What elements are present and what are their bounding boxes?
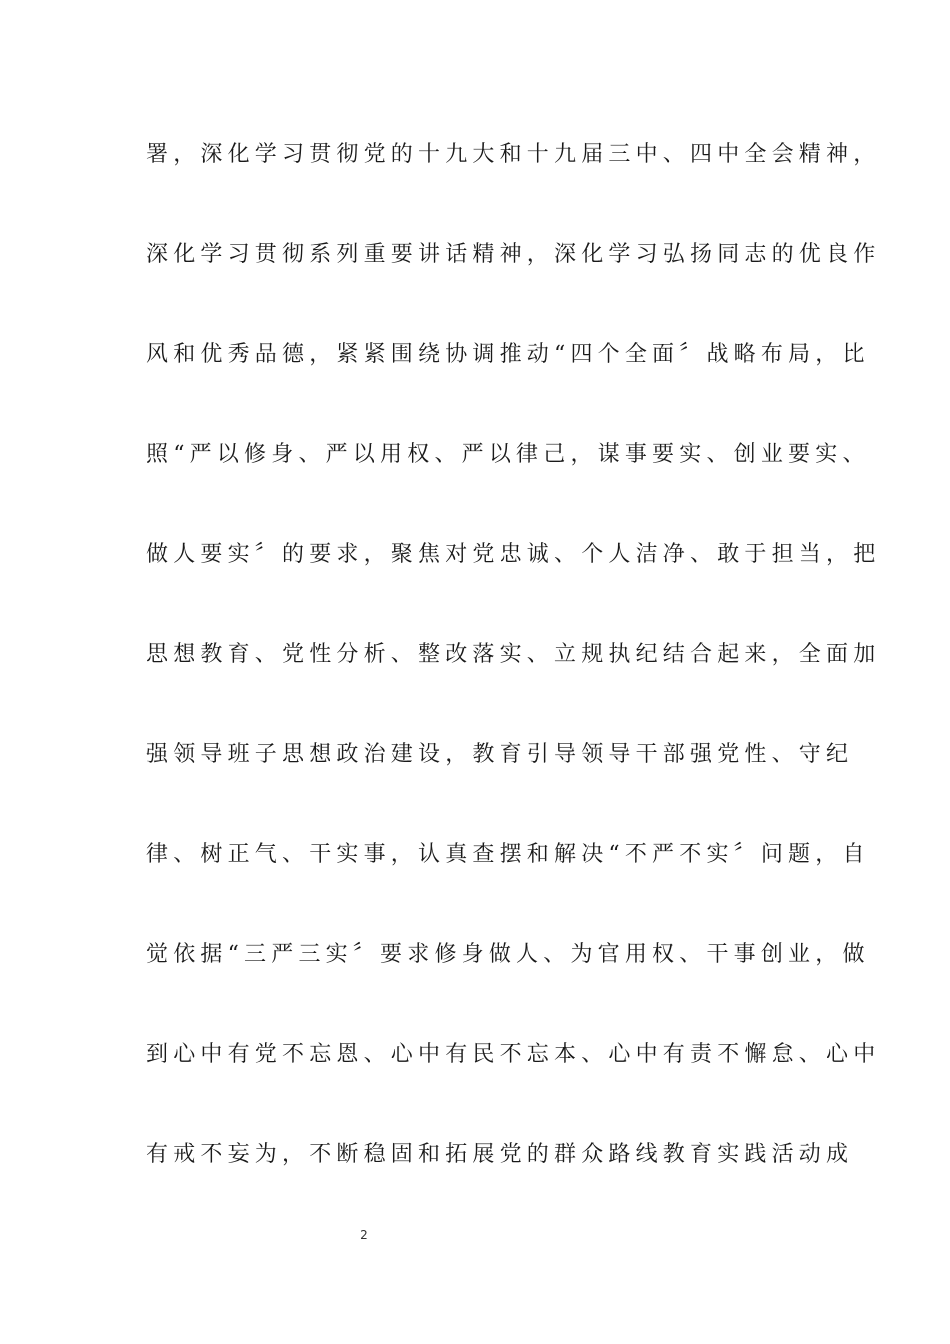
text-line: 风和优秀品德，紧紧围绕协调推动“四个全面〞战略布局，比 [146, 342, 870, 367]
text-line: 照“严以修身、严以用权、严以律己，谋事要实、创业要实、 [146, 442, 870, 467]
text-line: 有戒不妄为，不断稳固和拓展党的群众路线教育实践活动成 [146, 1142, 854, 1167]
text-line: 觉依据“三严三实〞要求修身做人、为官用权、干事创业，做 [146, 942, 870, 967]
page-number: 2 [360, 1228, 368, 1242]
text-line: 署，深化学习贯彻党的十九大和十九届三中、四中全会精神， [146, 142, 881, 167]
text-line: 律、树正气、干实事，认真查摆和解决“不严不实〞问题，自 [146, 842, 870, 867]
text-line: 做人要实〞的要求，聚焦对党忠诚、个人洁净、敢于担当，把 [146, 542, 881, 567]
text-line: 强领导班子思想政治建设，教育引导领导干部强党性、守纪 [146, 742, 854, 767]
text-line: 深化学习贯彻系列重要讲话精神，深化学习弘扬同志的优良作 [146, 242, 881, 267]
text-line: 思想教育、党性分析、整改落实、立规执纪结合起来，全面加 [146, 642, 881, 667]
body-paragraph [146, 130, 881, 1230]
text-line: 到心中有党不忘恩、心中有民不忘本、心中有责不懈怠、心中 [146, 1042, 881, 1067]
